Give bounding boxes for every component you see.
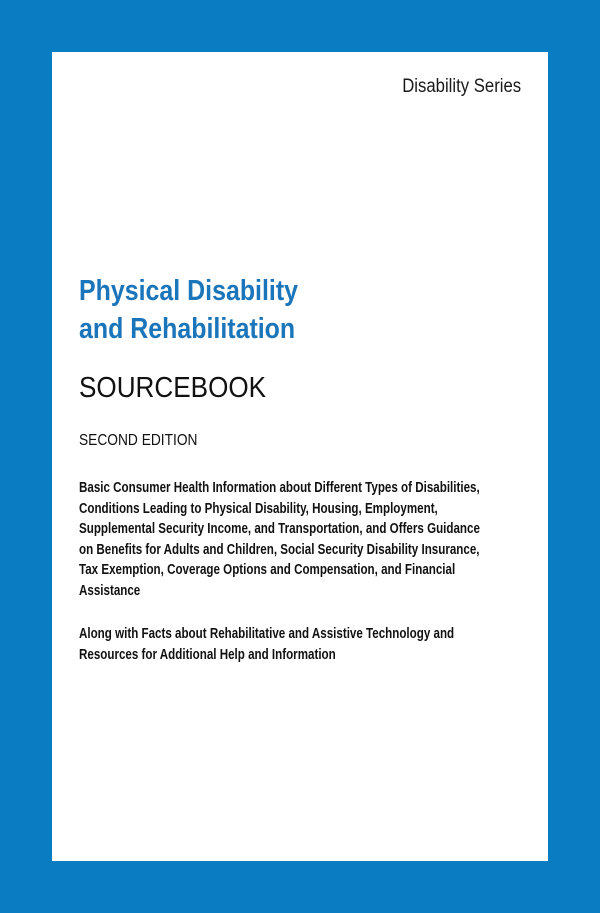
book-title bbox=[79, 272, 499, 348]
along-with-line: Resources for Additional Help and Information bbox=[79, 646, 336, 663]
description-line: Conditions Leading to Physical Disability, Housing, Employment, bbox=[79, 500, 438, 517]
description-line: Tax Exemption, Coverage Options and Compensation, and Financial bbox=[79, 562, 456, 578]
description-line: on Benefits for Adults and Children, Social Security Disability Insurance, bbox=[79, 541, 480, 558]
along-with-line: Along with Facts about Rehabilitative and Assistive Technology and bbox=[79, 626, 455, 642]
description-paragraph bbox=[79, 478, 580, 601]
book-title-line-2: and Rehabilitation bbox=[79, 313, 296, 345]
description-line: Assistance bbox=[79, 582, 141, 599]
series-label: Disability Series bbox=[402, 76, 521, 97]
edition-label: SECOND EDITION bbox=[79, 432, 198, 449]
along-with-paragraph bbox=[79, 624, 548, 665]
description-line: Supplemental Security Income, and Transportation, and Offers Guidance bbox=[79, 521, 480, 537]
description-line: Basic Consumer Health Information about Different Types of Disabilities, bbox=[79, 480, 480, 496]
book-subtitle: SOURCEBOOK bbox=[79, 372, 267, 404]
book-cover-page bbox=[52, 52, 548, 861]
book-title-line-1: Physical Disability bbox=[79, 275, 299, 307]
